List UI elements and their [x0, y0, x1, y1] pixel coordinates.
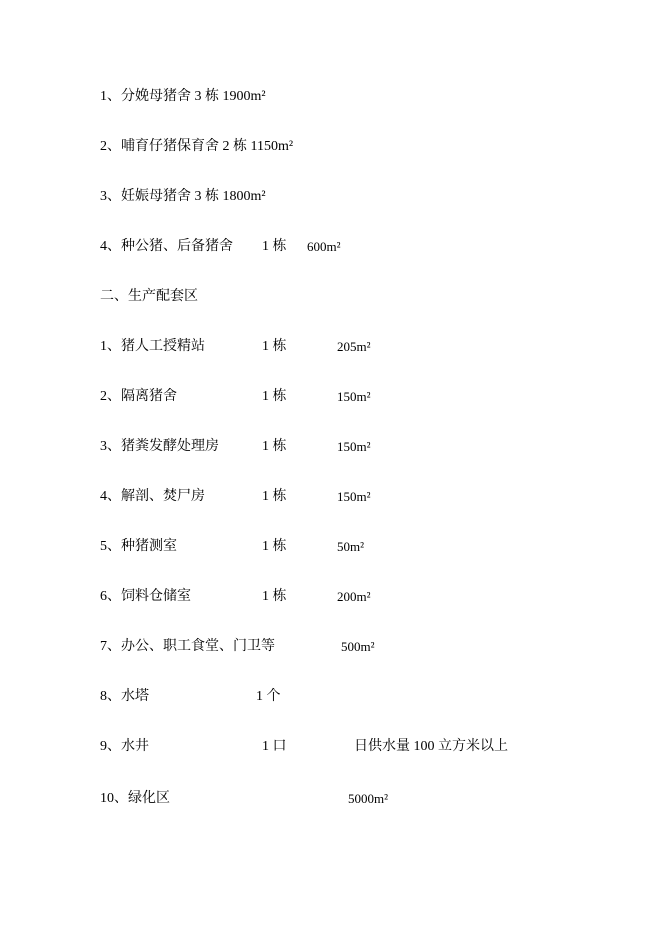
- list-item: [0, 688, 662, 706]
- list-item: [0, 488, 662, 506]
- list-item: [0, 538, 662, 556]
- item-quantity: 1 栋: [262, 589, 287, 604]
- item-area: 150m²: [337, 389, 371, 404]
- item-quantity: 1 口: [262, 739, 287, 754]
- list-item: [0, 88, 662, 106]
- item-name: 7、办公、职工食堂、门卫等: [100, 639, 275, 654]
- item-quantity: 1 栋: [262, 339, 287, 354]
- list-item: [0, 138, 662, 156]
- item-name: 4、解剖、焚尸房: [100, 489, 205, 504]
- item-area: 150m²: [337, 489, 371, 504]
- list-item: [0, 738, 662, 756]
- item-area: 205m²: [337, 339, 371, 354]
- item-area: 5000m²: [348, 791, 389, 806]
- item-text: 3、妊娠母猪舍 3 栋 1800m²: [100, 189, 266, 204]
- item-name: 8、水塔: [100, 689, 149, 704]
- list-item: [0, 438, 662, 456]
- item-name: 5、种猪测室: [100, 539, 177, 554]
- item-area: 50m²: [337, 539, 365, 554]
- item-name: 10、绿化区: [100, 791, 170, 806]
- list-item: [0, 188, 662, 206]
- list-item: [0, 338, 662, 356]
- list-item: [0, 638, 662, 656]
- item-text: 2、哺育仔猪保育舍 2 栋 1150m²: [100, 139, 294, 154]
- item-quantity: 1 栋: [262, 239, 287, 254]
- item-area: 600m²: [307, 239, 341, 254]
- item-note: 日供水量 100 立方米以上: [354, 739, 508, 754]
- item-quantity: 1 栋: [262, 439, 287, 454]
- section-heading: [0, 288, 662, 306]
- item-area: 500m²: [341, 639, 375, 654]
- item-name: 4、种公猪、后备猪舍: [100, 239, 233, 254]
- list-item: [0, 238, 662, 256]
- item-quantity: 1 栋: [262, 539, 287, 554]
- item-area: 150m²: [337, 439, 371, 454]
- item-name: 1、猪人工授精站: [100, 339, 205, 354]
- item-quantity: 1 栋: [262, 489, 287, 504]
- list-item: [0, 588, 662, 606]
- item-name: 2、隔离猪舍: [100, 389, 177, 404]
- item-name: 9、水井: [100, 739, 149, 754]
- item-area: 200m²: [337, 589, 371, 604]
- item-quantity: 1 栋: [262, 389, 287, 404]
- item-quantity: 1 个: [256, 689, 281, 704]
- item-name: 6、饲料仓储室: [100, 589, 191, 604]
- item-text: 1、分娩母猪舍 3 栋 1900m²: [100, 89, 266, 104]
- list-item: [0, 388, 662, 406]
- list-item: [0, 790, 662, 808]
- item-name: 3、猪粪发酵处理房: [100, 439, 219, 454]
- section-heading-text: 二、生产配套区: [100, 289, 198, 304]
